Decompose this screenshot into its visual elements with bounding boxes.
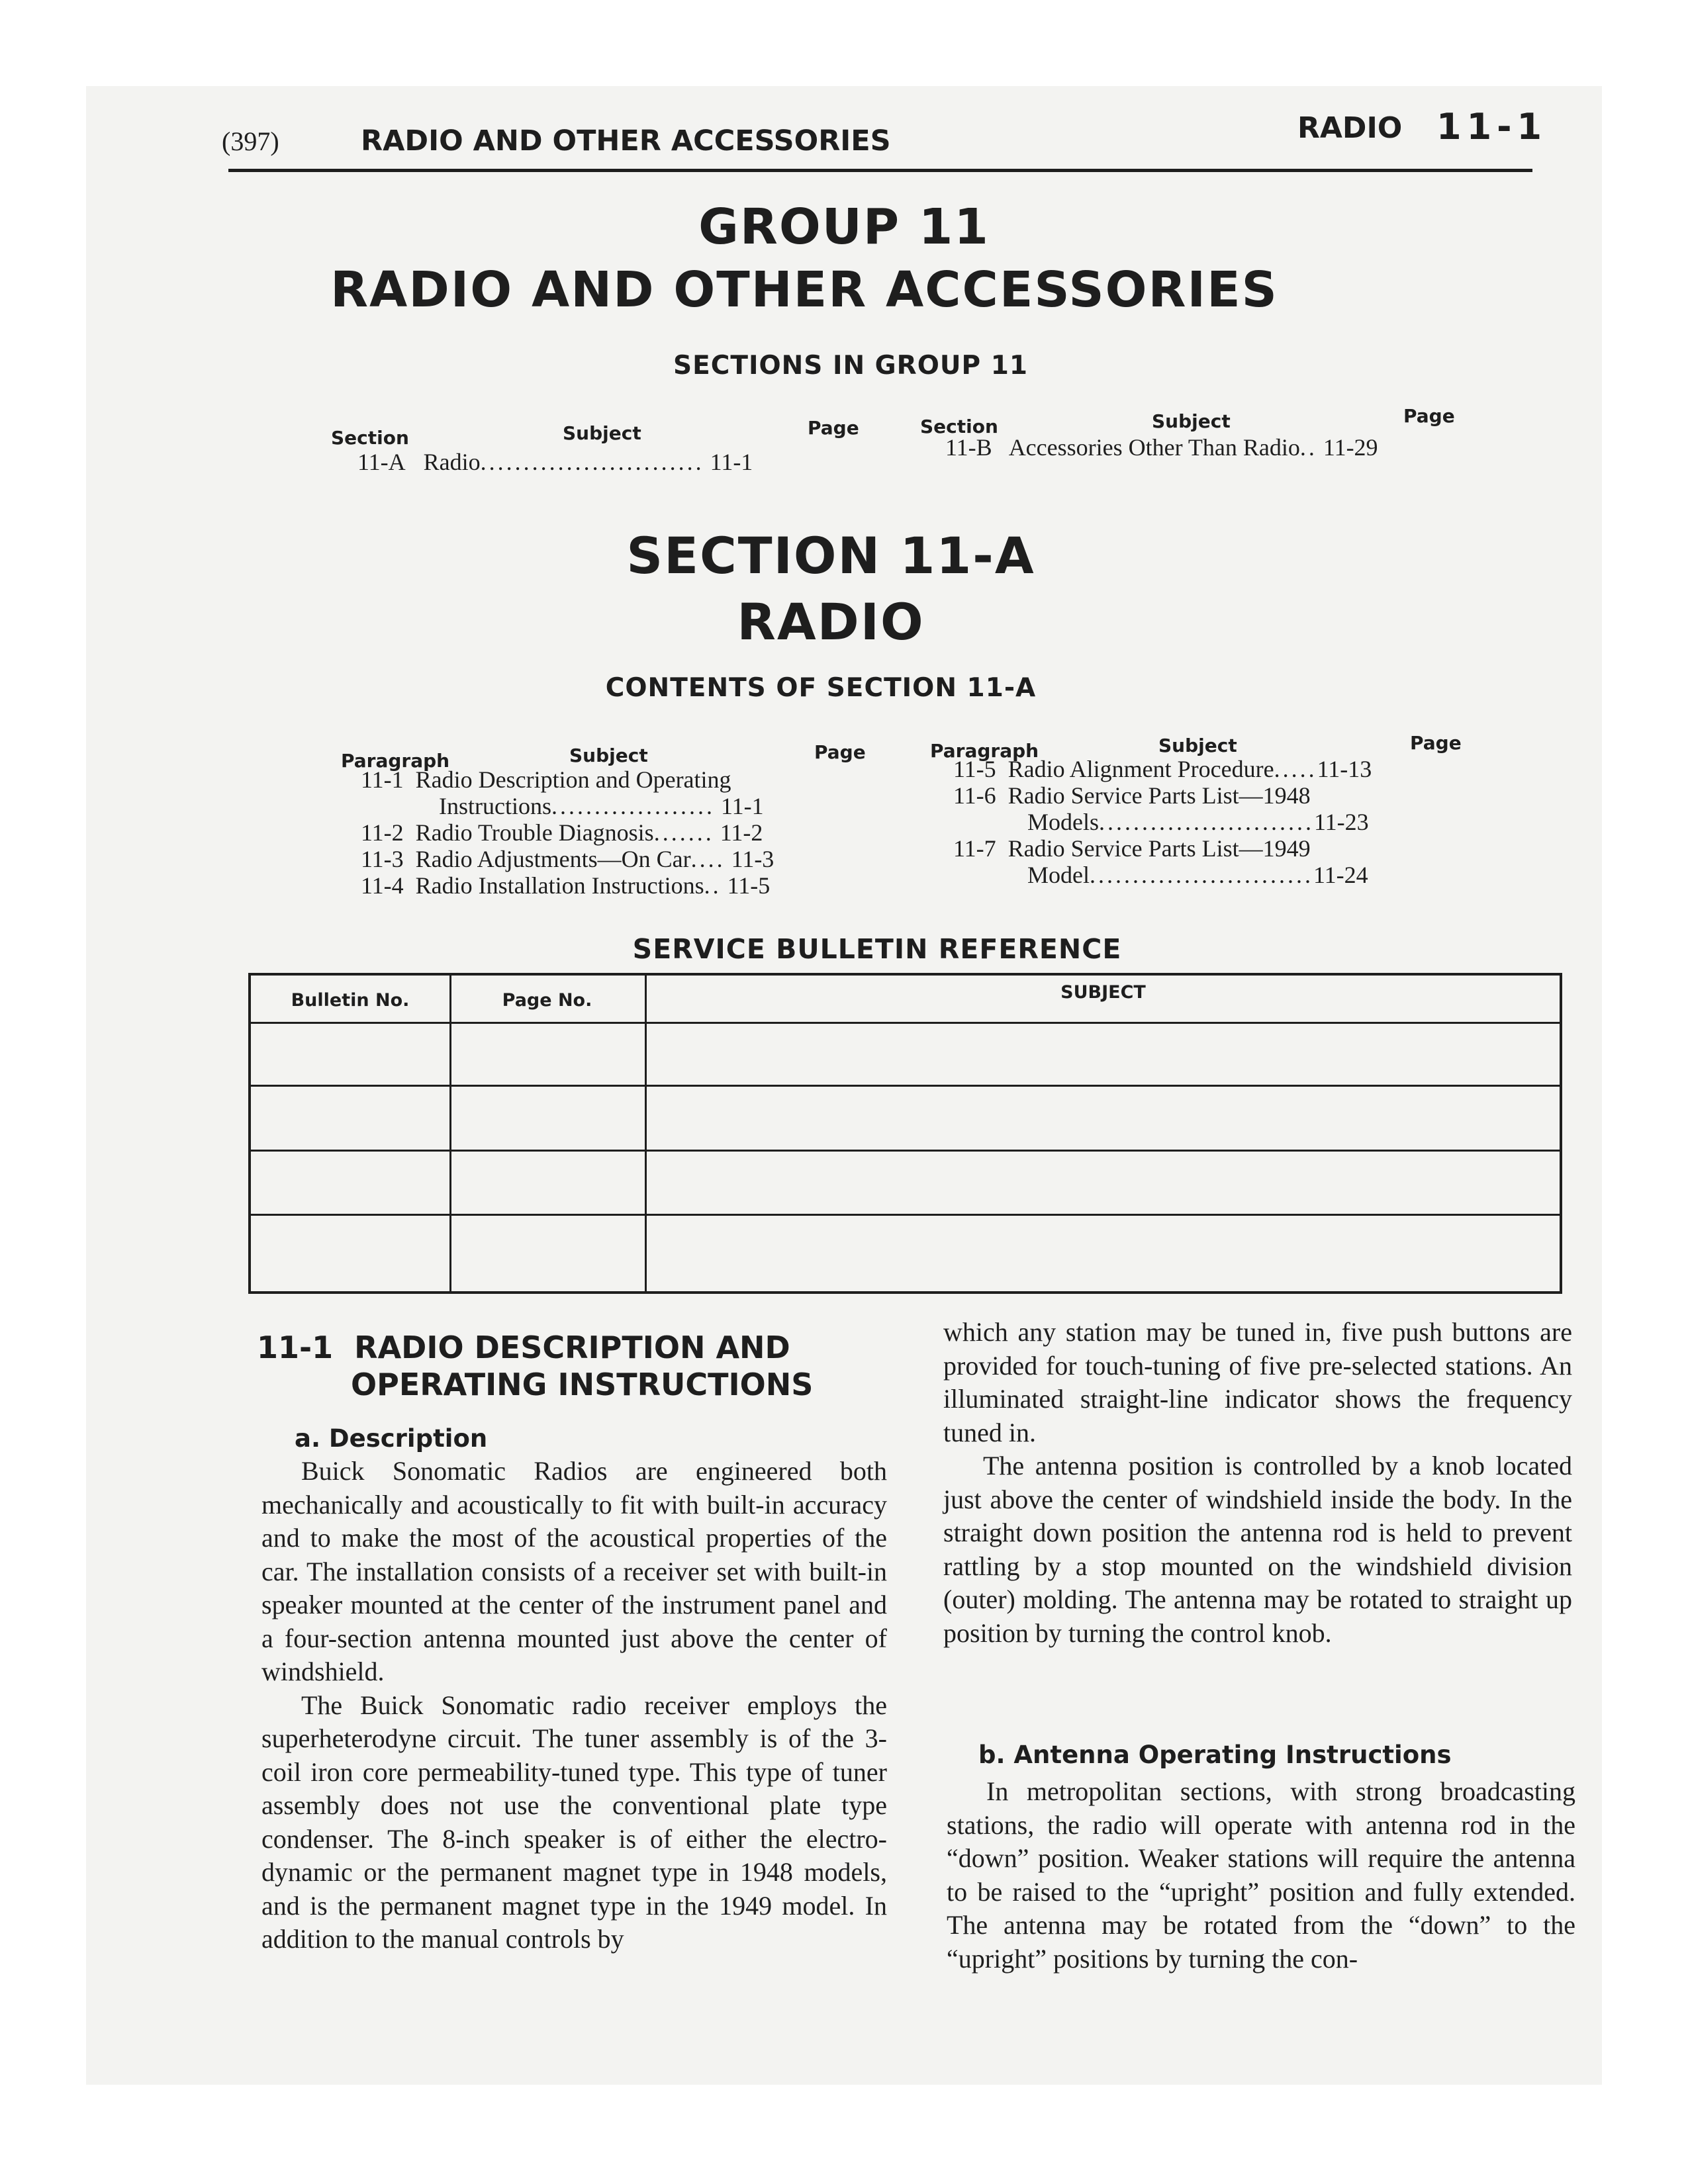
sections-col-page: Page bbox=[808, 417, 859, 439]
left-column-text bbox=[261, 1455, 887, 1956]
contents-para-num: 11-5 bbox=[953, 756, 996, 782]
right-column-text bbox=[943, 1316, 1572, 1650]
contents-subject: Model bbox=[1027, 862, 1090, 888]
header-page-label: 11-1 bbox=[1436, 106, 1548, 148]
contents-subject: Radio Adjustments—On Car bbox=[415, 846, 691, 872]
paragraph-heading-line1: RADIO DESCRIPTION AND bbox=[354, 1330, 790, 1365]
sections-col-page-2: Page bbox=[1403, 405, 1455, 427]
sections-entry-a-page: 11-1 bbox=[710, 449, 753, 475]
contents-row-11-6-cont: Models.........................11-23 bbox=[1027, 809, 1369, 835]
contents-row-11-4: 11-4 Radio Installation Instructions.. 11-5 bbox=[361, 872, 771, 899]
contents-para-num: 11-2 bbox=[361, 819, 404, 846]
contents-row-11-1 bbox=[361, 766, 774, 793]
bulletin-col-page: Page No. bbox=[502, 990, 592, 1011]
contents-subject: Radio Alignment Procedure bbox=[1008, 756, 1274, 782]
bulletin-table bbox=[248, 973, 1562, 1294]
paragraph-heading bbox=[257, 1329, 790, 1366]
sections-entry-b-num: 11-B bbox=[945, 434, 992, 461]
contents-page: 11-1 bbox=[720, 793, 764, 819]
contents-row-11-1-cont: Instructions................... 11-1 bbox=[439, 793, 764, 819]
contents-para-num: 11-6 bbox=[953, 782, 996, 809]
contents-col-paragraph-2: Paragraph bbox=[930, 740, 1039, 762]
contents-subject: Radio Service Parts List—1949 bbox=[1008, 835, 1311, 862]
contents-right-list bbox=[953, 756, 1372, 888]
group-heading: GROUP 11 bbox=[698, 199, 990, 255]
contents-col-page: Page bbox=[814, 741, 866, 763]
sections-col-section: Section bbox=[331, 427, 409, 449]
contents-para-num: 11-3 bbox=[361, 846, 404, 872]
contents-page: 11-2 bbox=[720, 819, 763, 846]
sections-entry-b: 11-B Accessories Other Than Radio.. 11-29 bbox=[945, 434, 1378, 461]
contents-row-11-6 bbox=[953, 782, 1372, 809]
sections-entry-b-page: 11-29 bbox=[1323, 434, 1378, 461]
contents-col-subject-2: Subject bbox=[1158, 735, 1237, 756]
paragraph-heading-number: 11-1 bbox=[257, 1330, 334, 1365]
contents-page: 11-3 bbox=[731, 846, 774, 872]
contents-subject: Instructions bbox=[439, 793, 551, 819]
sections-heading: SECTIONS IN GROUP 11 bbox=[673, 351, 1028, 381]
bulletin-heading: SERVICE BULLETIN REFERENCE bbox=[632, 933, 1122, 965]
description-paragraph-4: The antenna position is controlled by a knob located just above the center of windshield inside the body. In the straight down position the antenna rod is held to prevent rattling by a stop mounted on the windshield division (outer) molding. The antenna may be rotated to straight up position by turning the control knob. bbox=[943, 1451, 1572, 1648]
contents-para-num: 11-4 bbox=[361, 872, 404, 899]
paragraph-heading-line2: OPERATING INSTRUCTIONS bbox=[351, 1367, 814, 1402]
contents-subject: Models bbox=[1027, 809, 1099, 835]
bulletin-cell bbox=[251, 1024, 449, 1085]
bulletin-divider bbox=[645, 976, 647, 1291]
sections-entry-b-subject: Accessories Other Than Radio bbox=[1008, 434, 1300, 461]
contents-heading: CONTENTS OF SECTION 11-A bbox=[605, 673, 1037, 703]
sections-col-subject-2: Subject bbox=[1152, 410, 1231, 432]
description-paragraph-2: The Buick Sonomatic radio receiver employs the superheterodyne circuit. The tuner assembly is of the 3-coil iron core permeability-tuned type. This type of tuner assembly does not use the conventional plate type condenser. The 8-inch speaker is of either the electro-dynamic or the permanent magnet type in 1948 models, and is the permanent magnet type in the 1949 model. In addition to the manual controls by bbox=[261, 1690, 887, 1954]
bulletin-col-subject: SUBJECT bbox=[1060, 982, 1146, 1003]
header-page-number: (397) bbox=[222, 126, 279, 156]
sections-col-subject: Subject bbox=[563, 422, 641, 444]
bulletin-row-line bbox=[251, 1150, 1560, 1152]
contents-row-11-2: 11-2 Radio Trouble Diagnosis....... 11-2 bbox=[361, 819, 763, 846]
contents-subject: Radio Installation Instructions bbox=[415, 872, 704, 899]
right-column-text-2 bbox=[947, 1775, 1575, 1976]
sections-entry-a-num: 11-A bbox=[357, 449, 406, 475]
contents-row-11-5: 11-5 Radio Alignment Procedure.....11-13 bbox=[953, 756, 1372, 782]
bulletin-row-line bbox=[251, 1085, 1560, 1087]
contents-col-subject: Subject bbox=[569, 745, 648, 766]
sections-entry-a-subject: Radio bbox=[423, 449, 481, 475]
subheading-antenna: b. Antenna Operating Instructions bbox=[978, 1741, 1452, 1769]
contents-para-num: 11-1 bbox=[361, 766, 404, 793]
contents-col-paragraph: Paragraph bbox=[341, 750, 450, 772]
contents-row-11-7-cont: Model..........................11-24 bbox=[1027, 862, 1368, 888]
sections-col-section-2: Section bbox=[920, 416, 998, 437]
contents-row-11-3: 11-3 Radio Adjustments—On Car.... 11-3 bbox=[361, 846, 774, 872]
contents-subject: Radio Trouble Diagnosis bbox=[415, 819, 654, 846]
contents-col-page-2: Page bbox=[1410, 732, 1462, 754]
header-title: RADIO AND OTHER ACCESSORIES bbox=[361, 124, 891, 158]
section-title: RADIO bbox=[737, 592, 925, 651]
contents-para-num: 11-7 bbox=[953, 835, 996, 862]
contents-page: 11-23 bbox=[1314, 809, 1369, 835]
section-heading: SECTION 11-A bbox=[626, 526, 1035, 585]
contents-left-list bbox=[361, 766, 774, 899]
contents-row-11-7 bbox=[953, 835, 1372, 862]
header-rule bbox=[228, 169, 1532, 172]
contents-subject: Radio Description and Operating bbox=[415, 766, 731, 793]
sections-entry-a: 11-A Radio.......................... 11-1 bbox=[357, 449, 753, 475]
contents-page: 11-13 bbox=[1317, 756, 1372, 782]
contents-page: 11-5 bbox=[727, 872, 771, 899]
bulletin-col-number: Bulletin No. bbox=[291, 990, 410, 1011]
bulletin-row-line bbox=[251, 1214, 1560, 1216]
description-paragraph-3: which any station may be tuned in, five push buttons are provided for touch-tuning of five pre-selected stations. An illuminated straight-line indicator shows the frequency tuned in. bbox=[943, 1317, 1572, 1447]
bulletin-divider bbox=[449, 976, 451, 1291]
contents-subject: Radio Service Parts List—1948 bbox=[1008, 782, 1311, 809]
contents-page: 11-24 bbox=[1313, 862, 1368, 888]
header-section: RADIO bbox=[1297, 111, 1403, 145]
description-paragraph-1: Buick Sonomatic Radios are engineered both mechanically and acoustically to fit with built-in accuracy and to make the most of the acoustical properties of the car. The installation consists of a receiver set with built-in speaker mounted at the center of the instrument panel and a four-section antenna mounted just above the center of windshield. bbox=[261, 1456, 887, 1686]
group-title: RADIO AND OTHER ACCESSORIES bbox=[330, 261, 1278, 318]
antenna-paragraph: In metropolitan sections, with strong broadcasting stations, the radio will operate with antenna rod in the “down” position. Weaker stations will require the antenna to be raised to the “upright” position and fully extended. The antenna may be rotated from the “down” to the “upright” positions by turning the con- bbox=[947, 1776, 1575, 1974]
subheading-description: a. Description bbox=[295, 1424, 488, 1453]
